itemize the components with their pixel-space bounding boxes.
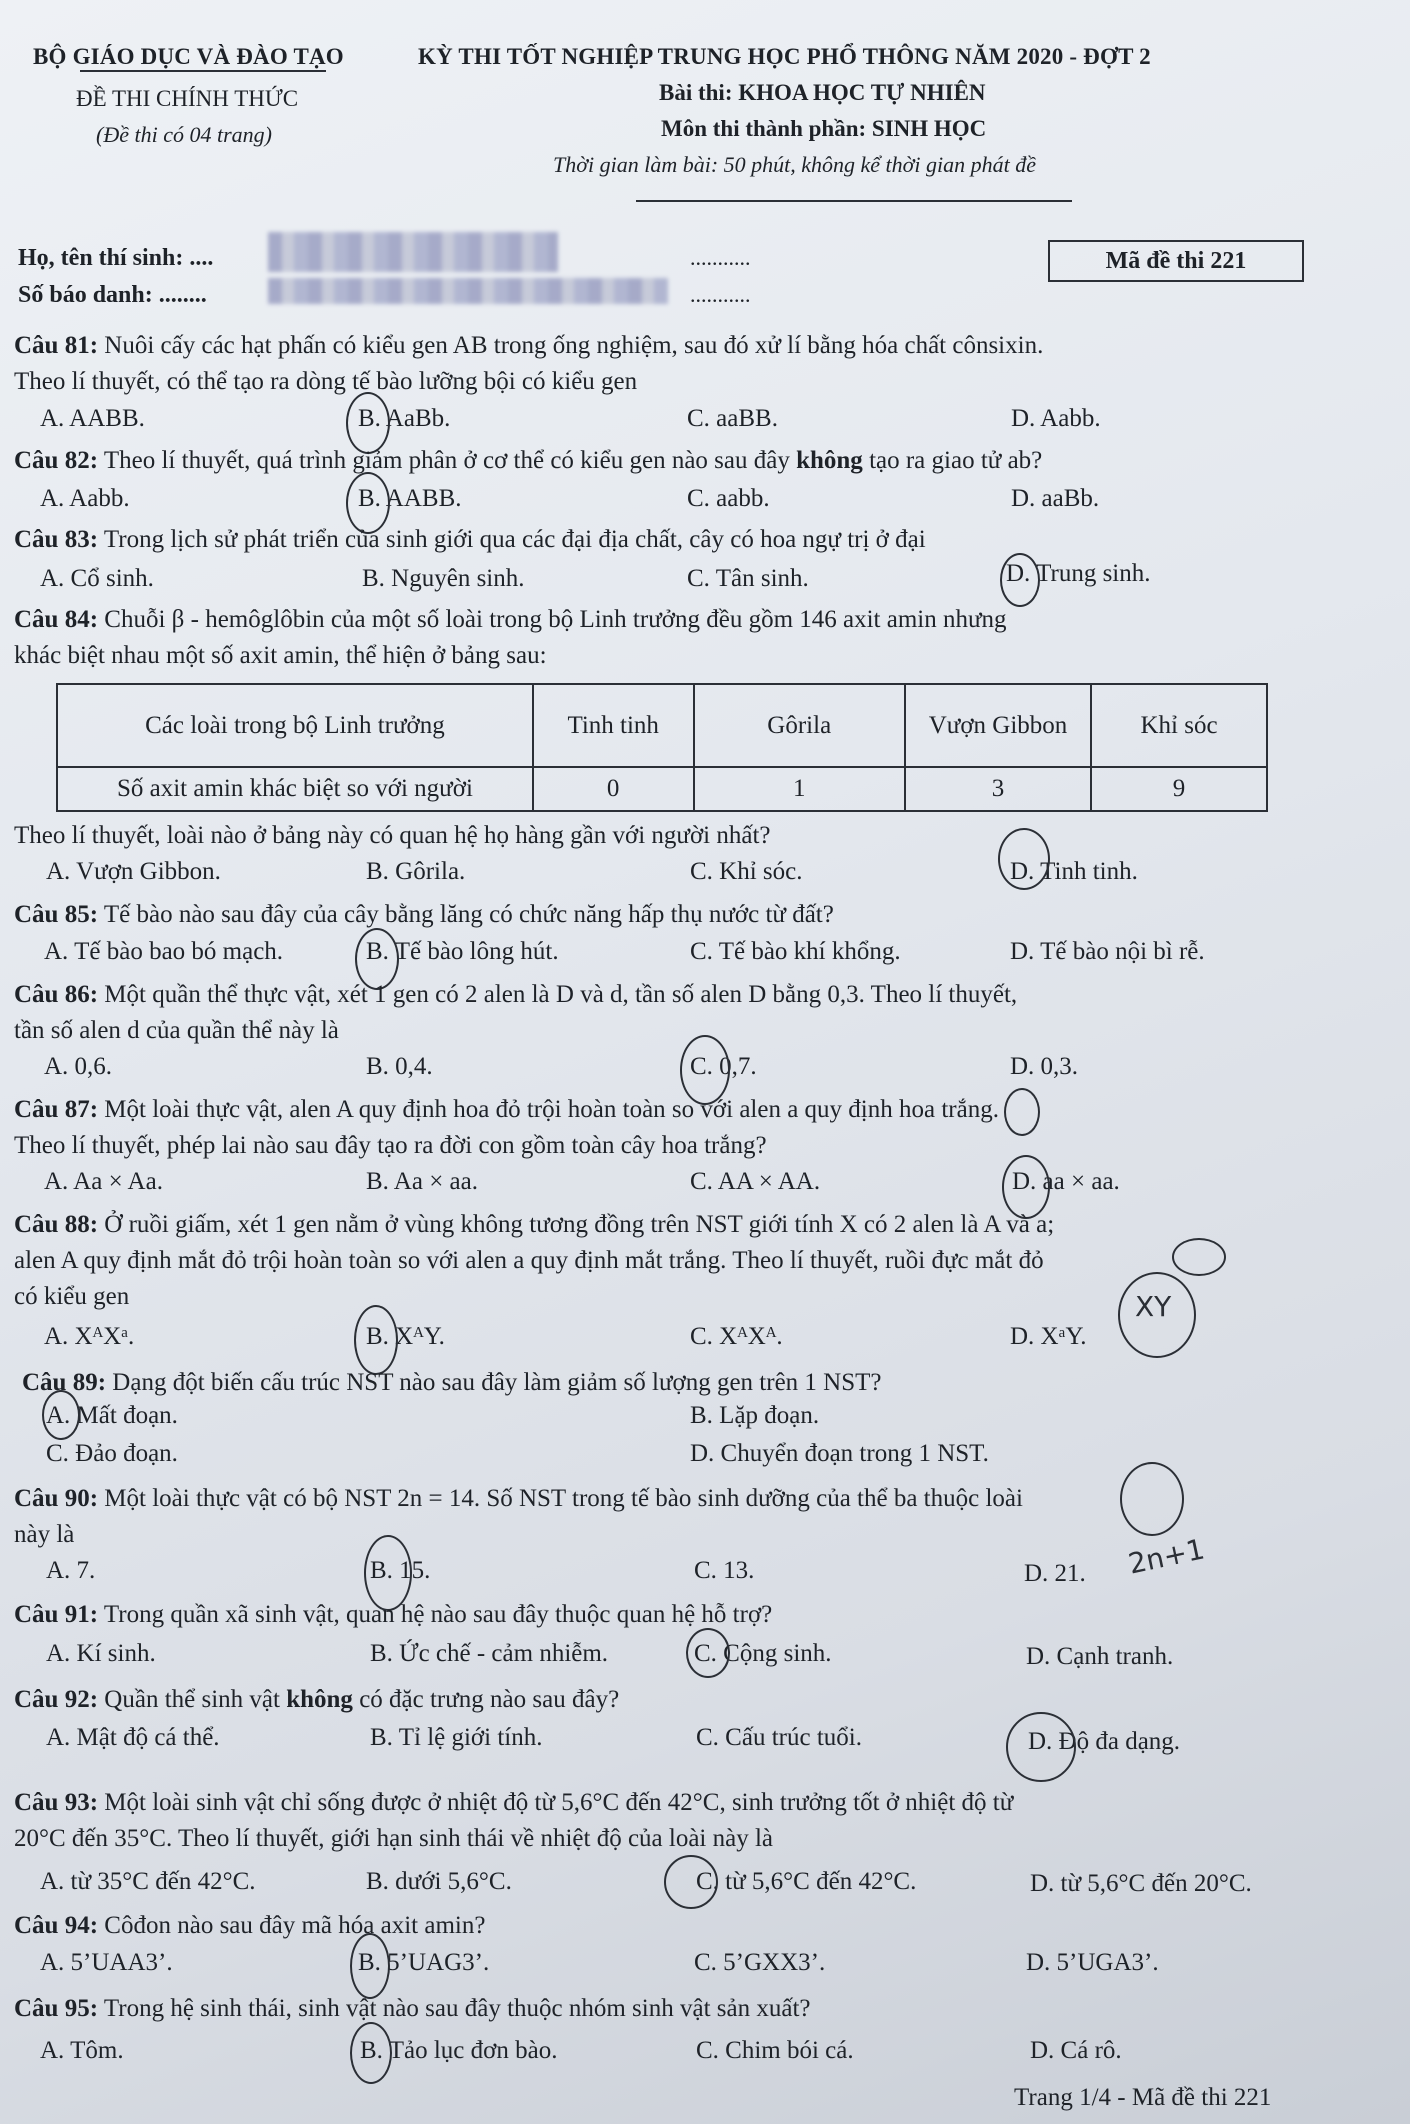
page-footer: Trang 1/4 - Mã đề thi 221	[1014, 2084, 1272, 2111]
q94-option-c[interactable]: C. 5’GXX3’.	[694, 1949, 826, 1976]
table-header: Khỉ sóc	[1091, 684, 1267, 767]
q84-option-c[interactable]: C. Khỉ sóc.	[690, 858, 803, 885]
exam-title: KỲ THI TỐT NGHIỆP TRUNG HỌC PHỔ THÔNG NĂM 2020 - ĐỢT 2	[418, 44, 1151, 69]
q94-option-b[interactable]: B. 5’UAG3’.	[358, 1949, 490, 1976]
table-header: Gôrila	[694, 684, 905, 767]
q83-option-a[interactable]: A. Cổ sinh.	[40, 565, 154, 592]
q90-option-b[interactable]: B. 15.	[370, 1557, 431, 1584]
q92-option-d[interactable]: D. Độ đa dạng.	[1028, 1728, 1181, 1755]
q86-option-c[interactable]: C. 0,7.	[690, 1053, 757, 1080]
q93-option-c[interactable]: C. từ 5,6°C đến 42°C.	[696, 1868, 917, 1895]
q91-option-a[interactable]: A. Kí sinh.	[46, 1640, 156, 1667]
q88-option-d[interactable]: D. XᵃY.	[1010, 1323, 1087, 1350]
q86-option-d[interactable]: D. 0,3.	[1010, 1053, 1079, 1080]
q93-option-b[interactable]: B. dưới 5,6°C.	[366, 1868, 512, 1895]
q95-option-c[interactable]: C. Chim bói cá.	[696, 2037, 854, 2064]
q81-option-b[interactable]: B. AaBb.	[358, 405, 451, 432]
q85-option-c[interactable]: C. Tế bào khí khổng.	[690, 938, 901, 965]
q89-option-c[interactable]: C. Đảo đoạn.	[46, 1440, 178, 1467]
header-rule	[636, 200, 1072, 202]
q95-option-b[interactable]: B. Tảo lục đơn bào.	[360, 2037, 558, 2064]
table-header: Các loài trong bộ Linh trưởng	[57, 684, 533, 767]
question-number: Câu 81:	[14, 332, 99, 359]
male-word-circle	[1172, 1238, 1226, 1276]
redacted-name	[268, 232, 558, 272]
table-header: Tinh tinh	[533, 684, 694, 767]
ministry-name: BỘ GIÁO DỤC VÀ ĐÀO TẠO	[33, 44, 344, 69]
q82-option-d[interactable]: D. aaBb.	[1011, 485, 1100, 512]
q90-option-d[interactable]: D. 21.	[1024, 1560, 1086, 1587]
q81-option-a[interactable]: A. AABB.	[40, 405, 145, 432]
q82-option-a[interactable]: A. Aabb.	[40, 485, 130, 512]
table-cell: 3	[905, 767, 1091, 811]
q94-option-d[interactable]: D. 5’UGA3’.	[1026, 1949, 1159, 1976]
q95-option-a[interactable]: A. Tôm.	[40, 2037, 124, 2064]
q85-option-d[interactable]: D. Tế bào nội bì rễ.	[1010, 938, 1205, 965]
question-95: Câu 95: Trong hệ sinh thái, sinh vật nào sau đây thuộc nhóm sinh vật sản xuất?	[14, 1995, 811, 2022]
table-cell: 0	[533, 767, 694, 811]
name-dots: ...........	[690, 245, 751, 270]
ministry-underline	[80, 70, 326, 72]
q90-option-a[interactable]: A. 7.	[46, 1557, 96, 1584]
q82-option-c[interactable]: C. aabb.	[687, 485, 770, 512]
the-ba-circle	[1120, 1462, 1184, 1536]
official-label: ĐỀ THI CHÍNH THỨC	[76, 86, 299, 111]
question-91: Câu 91: Trong quần xã sinh vật, quan hệ nào sau đây thuộc quan hệ hỗ trợ?	[14, 1601, 773, 1628]
exam-code-box: Mã đề thi 221	[1048, 240, 1304, 282]
q89-option-a[interactable]: A. Mất đoạn.	[46, 1402, 178, 1429]
question-83: Câu 83: Trong lịch sử phát triển của sinh giới qua các đại địa chất, cây có hoa ngự trị ở đại	[14, 526, 926, 553]
q92-option-a[interactable]: A. Mật độ cá thể.	[46, 1724, 220, 1751]
table-cell: 9	[1091, 767, 1267, 811]
table-cell: 1	[694, 767, 905, 811]
q91-option-b[interactable]: B. Ức chế - cảm nhiễm.	[370, 1640, 609, 1667]
q81-option-d[interactable]: D. Aabb.	[1011, 405, 1101, 432]
q89-option-d[interactable]: D. Chuyển đoạn trong 1 NST.	[690, 1440, 989, 1467]
q84-option-b[interactable]: B. Gôrila.	[366, 858, 466, 885]
q90-option-c[interactable]: C. 13.	[694, 1557, 755, 1584]
redacted-id	[268, 278, 668, 304]
q93-option-d[interactable]: D. từ 5,6°C đến 20°C.	[1030, 1870, 1252, 1897]
q84-option-a[interactable]: A. Vượn Gibbon.	[46, 858, 221, 885]
question-81: Câu 81: Nuôi cấy các hạt phấn có kiểu gen AB trong ống nghiệm, sau đó xử lí bằng hóa chất cônsixin. Theo lí thuyết, có thể tạo ra dòng tế bào lưỡng bội có kiểu gen	[14, 332, 1044, 395]
q88-option-a[interactable]: A. XᴬXᵃ.	[44, 1323, 135, 1350]
question-85: Câu 85: Tế bào nào sau đây của cây bằng lăng có chức năng hấp thụ nước từ đất?	[14, 901, 834, 928]
question-87: Câu 87: Một loài thực vật, alen A quy định hoa đỏ trội hoàn toàn so với alen a quy định hoa trắng. Theo lí thuyết, phép lai nào sau đây tạo ra đời con gồm toàn cây hoa trắng?	[14, 1096, 999, 1159]
q91-option-d[interactable]: D. Cạnh tranh.	[1026, 1643, 1174, 1670]
q85-option-a[interactable]: A. Tế bào bao bó mạch.	[44, 938, 284, 965]
question-89: Câu 89: Dạng đột biến cấu trúc NST nào sau đây làm giảm số lượng gen trên 1 NST?	[22, 1369, 882, 1396]
question-86: Câu 86: Một quần thể thực vật, xét 1 gen có 2 alen là D và d, tần số alen D bằng 0,3. Theo lí thuyết, tần số alen d của quần thể này là	[14, 981, 1018, 1044]
handwritten-note-2n1: 2n+1	[1125, 1532, 1208, 1581]
q84-followup: Theo lí thuyết, loài nào ở bảng này có quan hệ họ hàng gần với người nhất?	[14, 822, 771, 849]
amino-acid-table	[56, 683, 1268, 812]
q91-option-c[interactable]: C. Cộng sinh.	[694, 1640, 832, 1667]
q85-option-b[interactable]: B. Tế bào lông hút.	[366, 938, 559, 965]
q92-option-c[interactable]: C. Cấu trúc tuổi.	[696, 1724, 862, 1751]
q93-option-a[interactable]: A. từ 35°C đến 42°C.	[40, 1868, 256, 1895]
allele-a-circle	[1004, 1088, 1040, 1136]
handwritten-note-xy: XY	[1135, 1290, 1172, 1323]
q87-option-a[interactable]: A. Aa × Aa.	[44, 1168, 163, 1195]
question-82: Câu 82: Theo lí thuyết, quá trình giảm phân ở cơ thể có kiểu gen nào sau đây không tạo ra giao tử ab?	[14, 447, 1043, 474]
q94-option-a[interactable]: A. 5’UAA3’.	[40, 1949, 173, 1976]
test-name: Bài thi: KHOA HỌC TỰ NHIÊN	[659, 80, 986, 105]
table-header: Vượn Gibbon	[905, 684, 1091, 767]
question-94: Câu 94: Côđon nào sau đây mã hóa axit amin?	[14, 1912, 486, 1939]
q81-option-c[interactable]: C. aaBB.	[687, 405, 778, 432]
question-92: Câu 92: Quần thể sinh vật không có đặc trưng nào sau đây?	[14, 1686, 620, 1713]
q82-option-b[interactable]: B. AABB.	[358, 485, 462, 512]
q95-option-d[interactable]: D. Cá rô.	[1030, 2037, 1122, 2064]
q92-option-b[interactable]: B. Tỉ lệ giới tính.	[370, 1724, 543, 1751]
subject-name: Môn thi thành phần: SINH HỌC	[661, 116, 987, 141]
q87-option-d[interactable]: D. aa × aa.	[1012, 1168, 1120, 1195]
q83-option-c[interactable]: C. Tân sinh.	[687, 565, 809, 592]
q84-option-d[interactable]: D. Tinh tinh.	[1010, 858, 1138, 885]
question-88: Câu 88: Ở ruồi giấm, xét 1 gen nằm ở vùng không tương đồng trên NST giới tính X có 2 alen là A và a; alen A quy định mắt đỏ trội hoàn toàn so với alen a quy định mắt trắng. Theo lí thuyết, ruồi đực mắt đỏ có kiểu gen	[14, 1211, 1055, 1310]
candidate-name-label: Họ, tên thí sinh: ....	[18, 245, 214, 271]
q88-option-b[interactable]: B. XᴬY.	[366, 1323, 445, 1350]
candidate-id-label: Số báo danh: ........	[18, 282, 207, 308]
table-cell: Số axit amin khác biệt so với người	[57, 767, 533, 811]
q83-option-d[interactable]: D. Trung sinh.	[1006, 560, 1151, 587]
q86-option-b[interactable]: B. 0,4.	[366, 1053, 433, 1080]
q86-option-a[interactable]: A. 0,6.	[44, 1053, 113, 1080]
q89-option-b[interactable]: B. Lặp đoạn.	[690, 1402, 820, 1429]
question-84: Câu 84: Chuỗi β - hemôglôbin của một số loài trong bộ Linh trưởng đều gồm 146 axit amin nhưng khác biệt nhau một số axit amin, thể hiện ở bảng sau:	[14, 606, 1007, 669]
time-note: Thời gian làm bài: 50 phút, không kể thời gian phát đề	[553, 152, 1037, 177]
q87-option-c[interactable]: C. AA × AA.	[690, 1168, 821, 1195]
id-dots: ...........	[690, 282, 751, 307]
pages-note: (Đề thi có 04 trang)	[96, 122, 272, 147]
question-93: Câu 93: Một loài sinh vật chỉ sống được ở nhiệt độ từ 5,6°C đến 42°C, sinh trưởng tốt ở nhiệt độ từ 20°C đến 35°C. Theo lí thuyết, giới hạn sinh thái về nhiệt độ của loài này là	[14, 1789, 1014, 1852]
q88-option-c[interactable]: C. XᴬXᴬ.	[690, 1323, 783, 1350]
q87-option-b[interactable]: B. Aa × aa.	[366, 1168, 478, 1195]
question-90: Câu 90: Một loài thực vật có bộ NST 2n = 14. Số NST trong tế bào sinh dưỡng của thể ba thuộc loài này là	[14, 1485, 1023, 1548]
q83-option-b[interactable]: B. Nguyên sinh.	[362, 565, 525, 592]
